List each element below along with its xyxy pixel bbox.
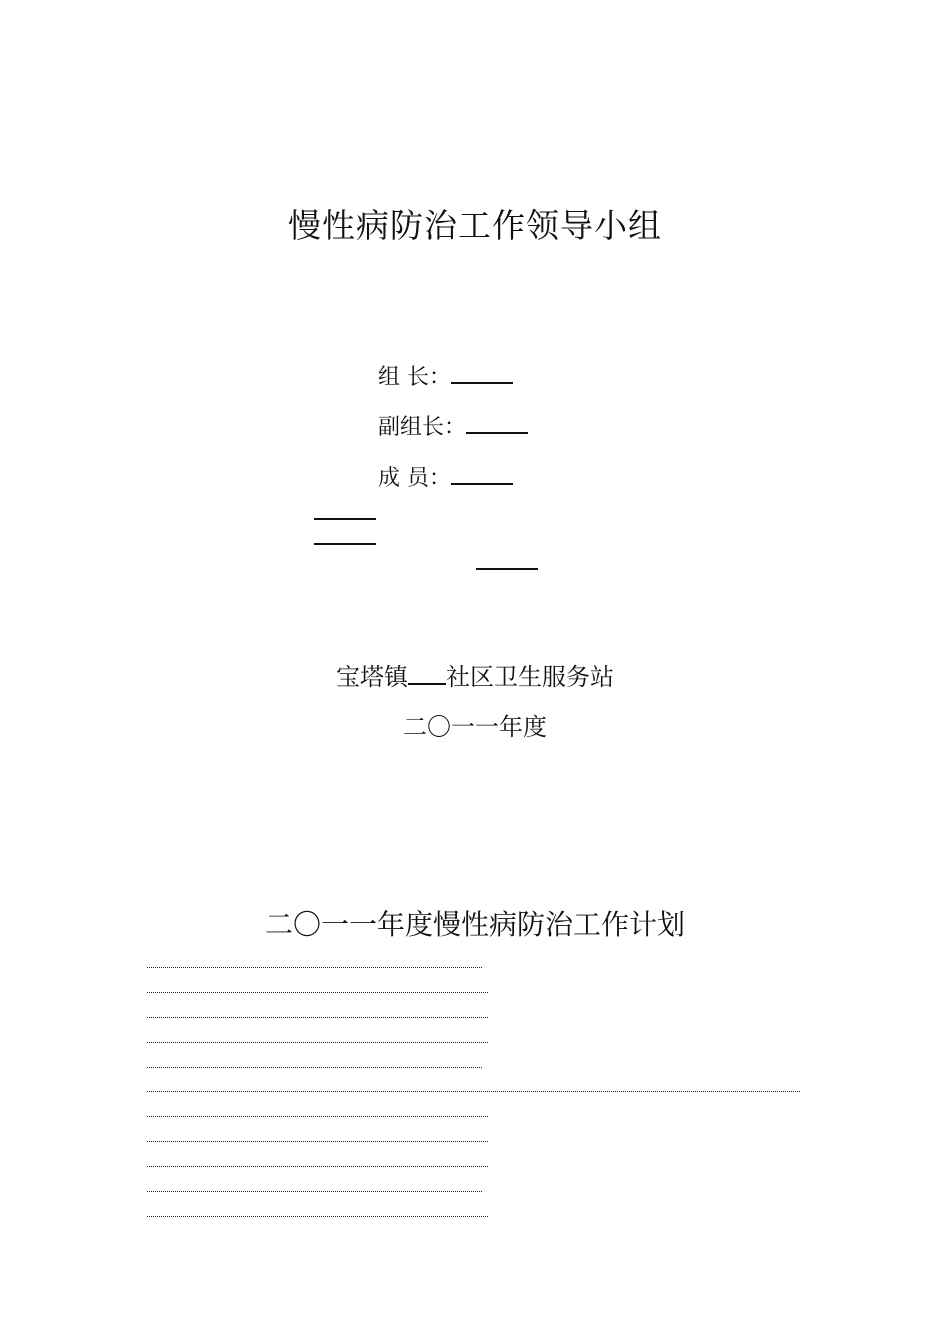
- member-blank: [451, 461, 513, 485]
- station-name: [0, 657, 950, 692]
- deputy-label: 副组长：: [378, 415, 467, 440]
- toc-leader-6: [147, 1091, 800, 1092]
- deputy-row: [378, 410, 528, 441]
- member-blank-4: [476, 568, 538, 570]
- toc-leader-5: [147, 1067, 482, 1068]
- toc-leader-8: [147, 1141, 488, 1142]
- leader-row: [378, 360, 513, 391]
- station-suffix: 社区卫生服务站: [446, 663, 614, 691]
- cover-title: 慢性病防治工作领导小组: [288, 206, 662, 245]
- leader-blank: [451, 360, 513, 384]
- member-blank-3: [314, 543, 376, 545]
- member-blank-2: [314, 518, 376, 520]
- station-prefix: 宝塔镇: [336, 663, 408, 691]
- deputy-blank: [466, 410, 528, 434]
- toc-leader-10: [147, 1191, 482, 1192]
- toc-leader-4: [147, 1042, 488, 1043]
- cover-year: 二〇一一年度: [403, 713, 547, 741]
- station-blank: [408, 663, 446, 685]
- toc-leader-7: [147, 1116, 488, 1117]
- leader-label: 组 长：: [378, 365, 451, 390]
- toc-leader-9: [147, 1166, 488, 1167]
- toc-leader-11: [147, 1216, 488, 1217]
- plan-title: 二〇一一年度慢性病防治工作计划: [264, 908, 685, 941]
- toc-leader-1: [147, 967, 482, 968]
- toc-leader-2: [147, 992, 488, 993]
- toc-leader-3: [147, 1017, 488, 1018]
- member-label: 成 员：: [378, 466, 451, 491]
- member-row: [378, 461, 513, 492]
